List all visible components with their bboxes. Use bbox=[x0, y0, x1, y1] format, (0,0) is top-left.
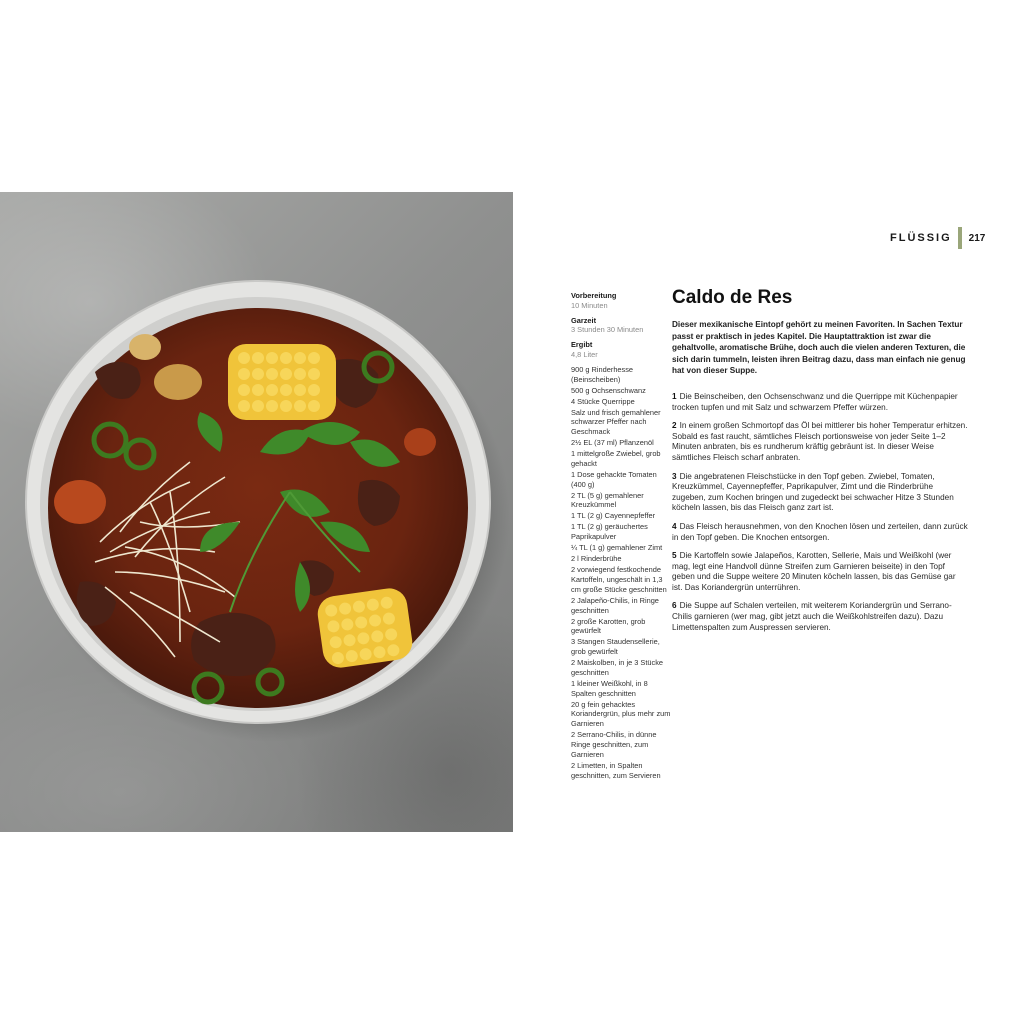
page-number: 217 bbox=[968, 232, 986, 244]
ingredient-list bbox=[571, 365, 671, 781]
ingredient-item: 4 Stücke Querrippe bbox=[571, 396, 635, 406]
meta-value: 4,8 Liter bbox=[571, 349, 598, 359]
ingredient-item: Salz und frisch gemahlener schwarzer Pfeffer nach Geschmack bbox=[571, 407, 661, 437]
step-text: Das Fleisch herausnehmen, von den Knochen lösen und zerteilen, dann zurück in den Topf geben. Die Knochen entsorgen. bbox=[672, 521, 968, 542]
step-text: Die Suppe auf Schalen verteilen, mit weiterem Koriandergrün und Serrano-Chilis garnieren (wer mag, gibt jetzt auch die Weißkohlstreifen dazu). Dazu Limettenspalten zum Auspressen servieren. bbox=[672, 601, 952, 632]
meta-label: Garzeit bbox=[571, 315, 597, 325]
running-head bbox=[890, 229, 985, 247]
step-text: In einem großen Schmortopf das Öl bei mittlerer bis hoher Temperatur erhitzen. Sobald es fast raucht, sämtliches Fleisch portionsweise von jeder Seite 1–2 Minuten anbraten, bis es rundherum kräftig gebräunt ist. In dieser Weise sämtliches Fleisch scharf anbraten. bbox=[672, 421, 968, 462]
meta-prep bbox=[571, 291, 671, 311]
recipe-intro: Dieser mexikanische Eintopf gehört zu meinen Favoriten. In Sachen Textur passt er praktisch in jedes Kapitel. Die Hauptattraktion ist zwar die gehaltvolle, aromatische Brühe, doch auch die vielen anderen Texturen, die sich darin tummeln, leisten ihren Beitrag dazu, dass man einfach nie genug hat von dieser Suppe. bbox=[672, 320, 966, 376]
ingredient-item: 2 Serrano-Chilis, in dünne Ringe geschnitten, zum Garnieren bbox=[571, 730, 657, 759]
ingredient-item: 2 l Rinderbrühe bbox=[571, 554, 622, 564]
ingredient-item: 1 mittelgroße Zwiebel, grob gehackt bbox=[571, 449, 661, 468]
section-title: FLÜSSIG bbox=[890, 232, 952, 244]
ingredient-item: 1 TL (2 g) Cayennepfeffer bbox=[571, 511, 656, 521]
ingredient-item: 2 Limetten, in Spalten geschnitten, zum Servieren bbox=[571, 760, 661, 780]
ingredient-item: 2 vorwiegend festkochende Kartoffeln, ungeschält in 1,3 cm große Stücke geschnitten bbox=[571, 565, 667, 594]
step-item bbox=[672, 472, 968, 514]
step-list bbox=[672, 392, 968, 633]
step-item bbox=[672, 551, 968, 593]
meta-label: Vorbereitung bbox=[571, 291, 617, 300]
step-text: Die angebratenen Fleischstücke in den Topf geben. Zwiebel, Tomaten, Kreuzkümmel, Cayennepfeffer, Paprikapulver, Zimt und die Rinderbrühe zugeben, zum Kochen bringen und zugedeckt bei schwacher Hitze 3 Stunden köcheln lassen, bis das Fleisch ganz zart ist. bbox=[672, 471, 954, 513]
soup-bowl-illustration bbox=[0, 192, 513, 832]
ingredient-item: 1 TL (2 g) geräuchertes Paprikapulver bbox=[571, 522, 648, 542]
step-item bbox=[672, 522, 968, 543]
ingredient-item: 1 Dose gehackte Tomaten (400 g) bbox=[571, 469, 657, 489]
step-item bbox=[672, 421, 968, 463]
recipe-photo bbox=[0, 192, 513, 832]
ingredient-item: ¼ TL (1 g) gemahlener Zimt bbox=[571, 543, 663, 553]
step-number: 6 bbox=[672, 601, 677, 611]
step-number: 1 bbox=[672, 391, 677, 401]
ingredient-item: 20 g fein gehacktes Koriandergrün, plus mehr zum Garnieren bbox=[571, 699, 671, 729]
meta-yield bbox=[571, 340, 671, 360]
step-item bbox=[672, 392, 968, 413]
meta-value: 3 Stunden 30 Minuten bbox=[571, 325, 644, 335]
step-number: 3 bbox=[672, 471, 677, 481]
ingredient-item: 500 g Ochsenschwanz bbox=[571, 385, 646, 395]
ingredient-item: 900 g Rinderhesse (Beinscheiben) bbox=[571, 364, 634, 384]
step-number: 2 bbox=[672, 421, 677, 431]
meta-cook bbox=[571, 316, 671, 336]
corn-cob-top bbox=[228, 344, 336, 420]
ingredient-item: 2 TL (5 g) gemahlener Kreuzkümmel bbox=[571, 490, 644, 510]
ingredient-item: 2 Maiskolben, in je 3 Stücke geschnitten bbox=[571, 658, 664, 677]
ingredient-item: 2 große Karotten, grob gewürfelt bbox=[571, 616, 646, 636]
recipe-main bbox=[672, 286, 968, 641]
ingredient-item: 3 Stangen Staudensellerie, grob gewürfelt bbox=[571, 637, 660, 657]
step-text: Die Beinscheiben, den Ochsenschwanz und die Querrippe mit Küchenpapier trocken tupfen und mit Salz und schwarzem Pfeffer würzen. bbox=[672, 391, 958, 412]
meta-label: Ergibt bbox=[571, 340, 593, 350]
step-text: Die Kartoffeln sowie Jalapeños, Karotten, Sellerie, Mais und Weißkohl (wer mag, legt eine Handvoll dünne Streifen zum Garnieren beiseite) in den Topf geben und die Suppe weitere 20 Minuten köcheln lassen, bis das Gemüse gar ist. Das Koriandergrün unterrühren. bbox=[672, 551, 956, 592]
corn-cob-bottom bbox=[315, 586, 414, 670]
step-item bbox=[672, 601, 968, 633]
recipe-title: Caldo de Res bbox=[672, 287, 793, 308]
step-number: 4 bbox=[672, 521, 677, 531]
accent-bar bbox=[958, 227, 962, 249]
recipe-sidebar bbox=[571, 291, 671, 782]
ingredient-item: 2 Jalapeño-Chilis, in Ringe geschnitten bbox=[571, 595, 659, 615]
meta-value: 10 Minuten bbox=[571, 300, 608, 310]
ingredient-item: 2½ EL (37 ml) Pflanzenöl bbox=[571, 438, 654, 448]
step-number: 5 bbox=[672, 551, 677, 561]
ingredient-item: 1 kleiner Weißkohl, in 8 Spalten geschnitten bbox=[571, 678, 648, 698]
